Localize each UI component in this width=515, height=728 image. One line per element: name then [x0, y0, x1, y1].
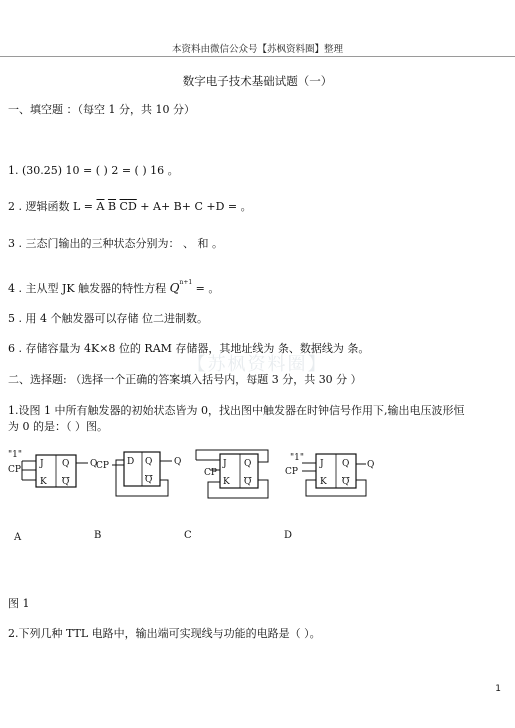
q-label: Q: [244, 459, 252, 469]
question-5: 5 . 用 4 个触发器可以存储 位二进制数。: [8, 312, 208, 325]
input-one: "1": [290, 453, 305, 463]
question-3: 3 . 三态门输出的三种状态分别为： 、 和 。: [8, 237, 223, 250]
q-next-state: $Q^{n+1}$: [169, 279, 193, 295]
figure-label-c: C: [184, 530, 192, 541]
question-6: 6 . 存储容量为 4K×8 位的 RAM 存储器，其地址线为 条、数据线为 条。: [8, 342, 370, 355]
qbar-label: Q: [342, 477, 350, 487]
figure-label-a: A: [14, 532, 22, 543]
input-one: "1": [8, 450, 23, 460]
qbar-label: Q: [145, 475, 153, 485]
flipflop-b: [96, 452, 181, 496]
j-label: J: [223, 459, 227, 469]
cp-label: CP: [285, 467, 298, 477]
question-2: [8, 200, 252, 214]
overline-c: $\overline{C}$: [119, 200, 128, 213]
figure-label-b: B: [94, 530, 102, 541]
choice-1-line1: 1.设图 1 中所有触发器的初始状态皆为 0，找出图中触发器在时钟信号作用下,输出电压波形恒: [8, 404, 465, 417]
question-2-prefix: 2 . 逻辑函数 L =: [8, 200, 97, 213]
k-label: K: [223, 477, 230, 487]
d-label: D: [127, 457, 135, 467]
q-label: Q: [145, 457, 153, 467]
header-divider: [0, 56, 515, 57]
q-label: Q: [62, 459, 70, 469]
overline-b: $\overline{B}$: [107, 200, 117, 213]
section-choice: 二、选择题: （选择一个正确的答案填入括号内，每题 3 分，共 30 分 ）: [8, 373, 362, 386]
section-fill-in: 一、填空题 ：（每空 1 分，共 10 分）: [8, 103, 195, 116]
question-4: [8, 276, 219, 296]
output-q: Q: [174, 457, 182, 467]
figure-1-flipflops: [0, 440, 515, 510]
flipflop-c: [196, 450, 268, 498]
q-superscript: n+1: [179, 279, 193, 286]
cp-label: CP: [8, 465, 21, 475]
k-label: K: [40, 477, 47, 487]
overline-a: $\overline{A}$: [96, 200, 105, 213]
j-label: J: [40, 459, 44, 469]
cp-label: CP: [204, 468, 217, 478]
question-1: 1. (30.25) 10 = ( ) 2 = ( ) 16 。: [8, 164, 179, 177]
exam-title: 数字电子技术基础试题（一）: [182, 74, 333, 88]
choice-2: 2.下列几种 TTL 电路中，输出端可实现线与功能的电路是（ ）。: [8, 627, 321, 640]
j-label: J: [320, 459, 324, 469]
cp-label: CP: [96, 461, 109, 471]
q-label: Q: [342, 459, 350, 469]
question-2-suffix: + A+ B+ C +D = 。: [136, 200, 252, 213]
k-label: K: [320, 477, 327, 487]
choice-1-line2: 为 0 的是：（ ）图。: [8, 420, 108, 433]
watermark: 【苏枫资料圈】: [187, 354, 328, 375]
figure-caption: 图 1: [8, 597, 30, 610]
page-number: 1: [495, 684, 501, 694]
overline-d: $\overline{D}$: [127, 200, 137, 213]
qbar-label: Q: [62, 477, 70, 487]
flipflop-a: [8, 450, 97, 487]
qbar-label: Q: [244, 477, 252, 487]
question-4-suffix: = 。: [192, 282, 220, 295]
output-q: Q: [90, 459, 98, 469]
output-q: Q: [367, 460, 375, 470]
question-4-prefix: 4 . 主从型 JK 触发器的特性方程: [8, 282, 170, 295]
page-header: 本资料由微信公众号【苏枫资料圈】整理: [171, 44, 343, 55]
figure-label-d: D: [284, 530, 293, 541]
flipflop-d: [285, 453, 374, 496]
